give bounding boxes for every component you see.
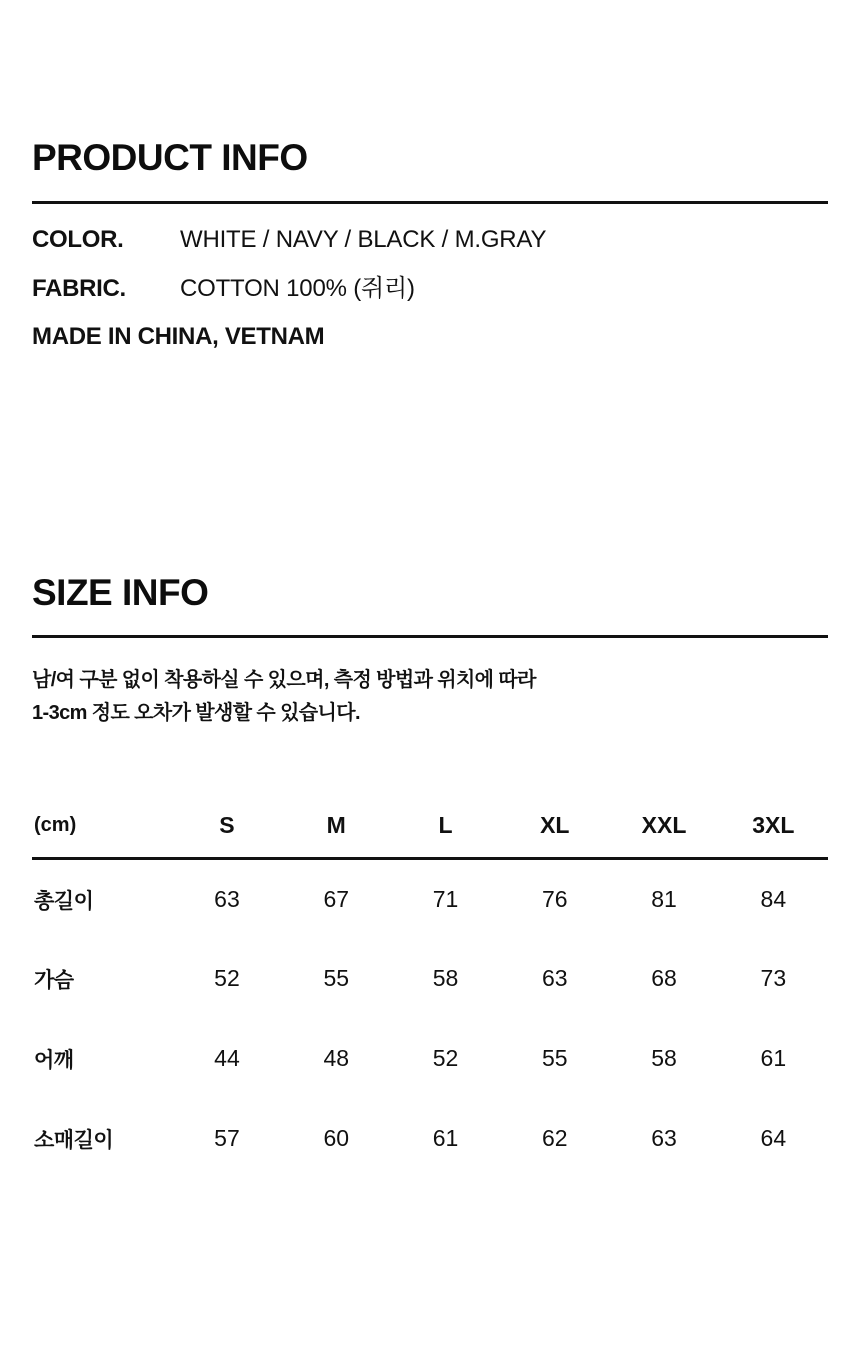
- product-info-heading: PRODUCT INFO: [32, 137, 308, 178]
- cell-chest-m: 55: [323, 965, 350, 992]
- product-info-divider: [32, 201, 828, 204]
- size-column-s: S: [172, 812, 281, 859]
- size-column-m: M: [282, 812, 391, 859]
- cell-total-length-l: 71: [432, 886, 459, 913]
- measure-label-shoulder: 어깨: [34, 1048, 74, 1072]
- size-column-xxl: XXL: [609, 812, 718, 859]
- color-label: COLOR.: [32, 225, 124, 253]
- table-row: [32, 1019, 828, 1099]
- cell-sleeve-xl: 62: [541, 1125, 568, 1152]
- size-column-3xl: 3XL: [719, 812, 828, 859]
- cell-chest-3xl: 73: [760, 965, 787, 992]
- cell-chest-s: 52: [214, 965, 240, 992]
- cell-sleeve-l: 61: [432, 1125, 459, 1152]
- cell-sleeve-3xl: 64: [760, 1125, 787, 1152]
- cell-sleeve-xxl: 63: [651, 1125, 677, 1152]
- size-info-divider: [32, 635, 828, 638]
- size-table-body: [32, 859, 828, 1179]
- cell-shoulder-l: 52: [432, 1045, 459, 1072]
- table-row: [32, 859, 828, 939]
- color-value: WHITE / NAVY / BLACK / M.GRAY: [180, 225, 547, 253]
- table-row: [32, 1099, 828, 1179]
- cell-chest-xl: 63: [541, 965, 568, 992]
- size-note-line-2: 1-3cm 정도 오차가 발생할 수 있습니다.: [32, 702, 360, 725]
- cell-chest-xxl: 68: [651, 965, 677, 992]
- cell-shoulder-m: 48: [323, 1045, 350, 1072]
- cell-sleeve-s: 57: [214, 1125, 240, 1152]
- size-info-heading: SIZE INFO: [32, 571, 209, 613]
- made-in-text: MADE IN CHINA, VETNAM: [32, 322, 325, 350]
- product-info-section: [32, 0, 828, 351]
- size-info-note: [32, 664, 828, 730]
- size-column-l: L: [391, 812, 500, 859]
- cell-sleeve-m: 60: [323, 1125, 350, 1152]
- size-table-header: [32, 812, 828, 859]
- size-table-unit: (cm): [32, 812, 172, 859]
- cell-shoulder-xxl: 58: [651, 1045, 677, 1072]
- product-info-row-color: [32, 226, 828, 254]
- cell-shoulder-s: 44: [214, 1045, 240, 1072]
- size-info-section: [32, 351, 828, 1179]
- fabric-value: COTTON 100% (쥐리): [180, 274, 415, 302]
- measure-label-chest: 가슴: [34, 968, 74, 992]
- cell-total-length-m: 67: [323, 886, 350, 913]
- measure-label-total-length: 총길이: [34, 889, 94, 913]
- cell-shoulder-xl: 55: [541, 1045, 568, 1072]
- cell-total-length-3xl: 84: [760, 886, 787, 913]
- size-note-line-1: 남/여 구분 없이 착용하실 수 있으며, 측정 방법과 위치에 따라: [32, 669, 536, 692]
- measure-label-sleeve-length: 소매길이: [34, 1128, 114, 1152]
- cell-total-length-s: 63: [214, 886, 240, 913]
- fabric-label: FABRIC.: [32, 274, 126, 302]
- cell-total-length-xl: 76: [541, 886, 568, 913]
- cell-shoulder-3xl: 61: [760, 1045, 787, 1072]
- cell-total-length-xxl: 81: [651, 886, 677, 913]
- size-table: [32, 812, 828, 1179]
- product-info-row-fabric: [32, 268, 828, 303]
- product-info-list: [32, 226, 828, 351]
- cell-chest-l: 58: [432, 965, 459, 992]
- table-row: [32, 939, 828, 1019]
- table-header-row: [32, 812, 828, 859]
- size-column-xl: XL: [500, 812, 609, 859]
